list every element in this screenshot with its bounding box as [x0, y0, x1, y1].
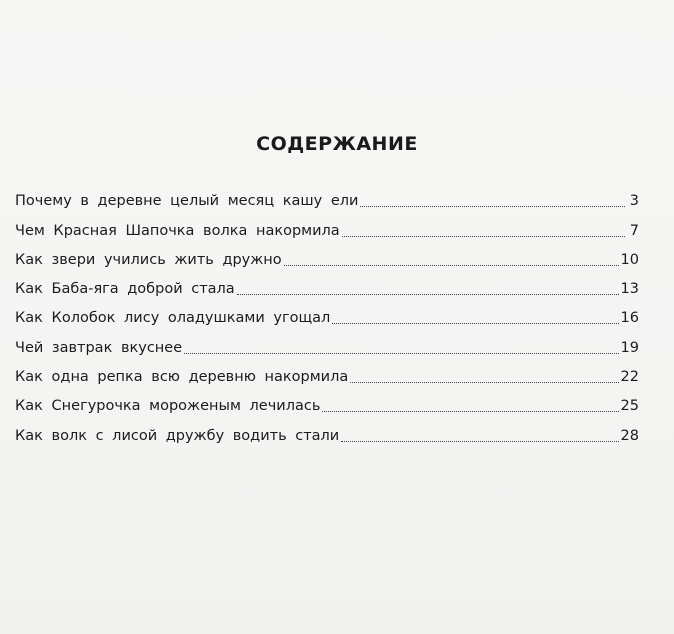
toc-entry [15, 386, 639, 415]
toc-entry-title: Как Колобок лису оладушками угощал [15, 310, 331, 327]
table-of-contents [15, 181, 639, 445]
toc-entry-page: 28 [620, 427, 639, 444]
dot-leader [350, 382, 618, 383]
toc-entry [15, 357, 639, 386]
dot-leader [341, 441, 618, 442]
toc-entry-title: Чей завтрак вкуснее [15, 339, 183, 356]
toc-entry-title: Как одна репка всю деревню накормила [15, 369, 349, 386]
toc-entry-page: 10 [620, 251, 639, 268]
dot-leader [322, 411, 618, 412]
toc-entry [15, 210, 639, 239]
toc-entry [15, 327, 639, 356]
toc-entry-page: 16 [620, 310, 639, 327]
toc-entry-page: 19 [620, 339, 639, 356]
toc-entry-title: Чем Красная Шапочка волка накормила [15, 222, 340, 239]
toc-entry-page: 3 [629, 193, 639, 210]
toc-entry-page: 7 [629, 222, 639, 239]
toc-entry [15, 298, 639, 327]
toc-entry-title: Как волк с лисой дружбу водить стали [15, 427, 340, 444]
toc-entry-title: Почему в деревне целый месяц кашу ели [15, 193, 359, 210]
toc-entry-title: Как Баба-яга доброй стала [15, 281, 235, 298]
dot-leader [237, 294, 619, 295]
toc-entry-page: 22 [620, 369, 639, 386]
toc-entry [15, 181, 639, 210]
dot-leader [342, 236, 625, 237]
page-title: СОДЕРЖАНИЕ [256, 133, 418, 155]
toc-entry-title: Как Снегурочка мороженым лечилась [15, 398, 321, 415]
toc-entry-page: 25 [620, 398, 639, 415]
toc-entry [15, 415, 639, 444]
dot-leader [184, 353, 618, 354]
toc-entry [15, 240, 639, 269]
toc-entry [15, 269, 639, 298]
dot-leader [284, 265, 619, 266]
dot-leader [360, 206, 625, 207]
toc-entry-title: Как звери учились жить дружно [15, 251, 282, 268]
toc-entry-page: 13 [620, 281, 639, 298]
dot-leader [332, 323, 618, 324]
